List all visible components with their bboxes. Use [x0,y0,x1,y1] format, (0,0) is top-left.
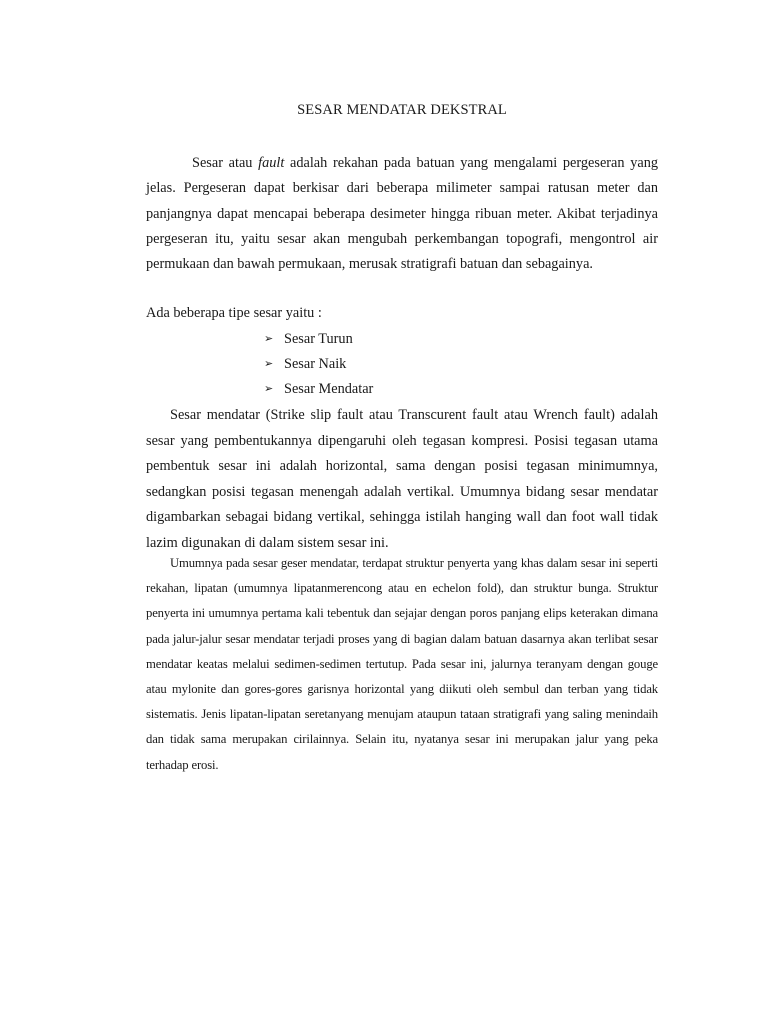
paragraph-definition-italic-term: fault [258,155,285,171]
list-item [264,352,373,377]
document-title: SESAR MENDATAR DEKSTRAL [297,102,507,118]
arrow-bullet-icon: ➢ [264,332,274,345]
paragraph-definition-body: adalah rekahan pada batuan yang mengalami pergeseran yang jelas. Pergeseran dapat berkisar dari beberapa milimeter sampai ratusan meter dan panjangnya dapat mencapai beberapa desimeter hingga ribuan meter. Akibat terjadinya pergeseran itu, yaitu sesar akan mengubah perkembangan topografi, mengontrol air permukaan dan bawah permukaan, merusak stratigrafi batuan dan sebagainya. [146,155,658,273]
paragraph-definition [146,151,658,277]
list-item [264,377,373,402]
paragraph-definition-lead: Sesar atau [192,155,259,171]
list-item-label: Sesar Turun [284,331,353,347]
list-item-label: Sesar Naik [284,356,347,372]
types-intro: Ada beberapa tipe sesar yaitu : [146,305,322,321]
paragraph-associated-structures: Umumnya pada sesar geser mendatar, terdapat struktur penyerta yang khas dalam sesar ini seperti rekahan, lipatan (umumnya lipatanmerencong atau en echelon fold), dan struktur bunga. Struktur penyerta ini umumnya pertama kali tebentuk dan sejajar dengan poros panjang elips keterakan dimana pada jalur-jalur sesar mendatar terjadi proses yang di bagian dalam batuan dasarnya akan terlibat sesar mendatar keatas melalui sedimen-sedimen tertutup. Pada sesar ini, jalurnya teranyam dengan gouge atau mylonite dan gores-gores garisnya horizontal yang diikuti oleh sembul dan terban yang tidak sistematis. Jenis lipatan-lipatan seretanyang menujam ataupun tataan stratigrafi yang saling menindaih dan tidak sama merupakan cirilainnya. Selain itu, nyatanya sesar ini merupakan jalur yang peka terhadap erosi. [146,556,658,772]
arrow-bullet-icon: ➢ [264,382,274,395]
paragraph-strike-slip: Sesar mendatar (Strike slip fault atau Transcurent fault atau Wrench fault) adalah sesar yang pembentukannya dipengaruhi oleh tegasan kompresi. Posisi tegasan utama pembentuk sesar ini adalah horizontal, sama dengan posisi tegasan minimumnya, sedangkan posisi tegasan menengah adalah vertikal. Umumnya bidang sesar mendatar digambarkan sebagai bidang vertikal, sehingga istilah hanging wall dan foot wall tidak lazim digunakan di dalam sistem sesar ini. [146,407,658,551]
list-item [264,327,373,352]
fault-types-list [264,327,373,402]
arrow-bullet-icon: ➢ [264,357,274,370]
list-item-label: Sesar Mendatar [284,381,374,397]
